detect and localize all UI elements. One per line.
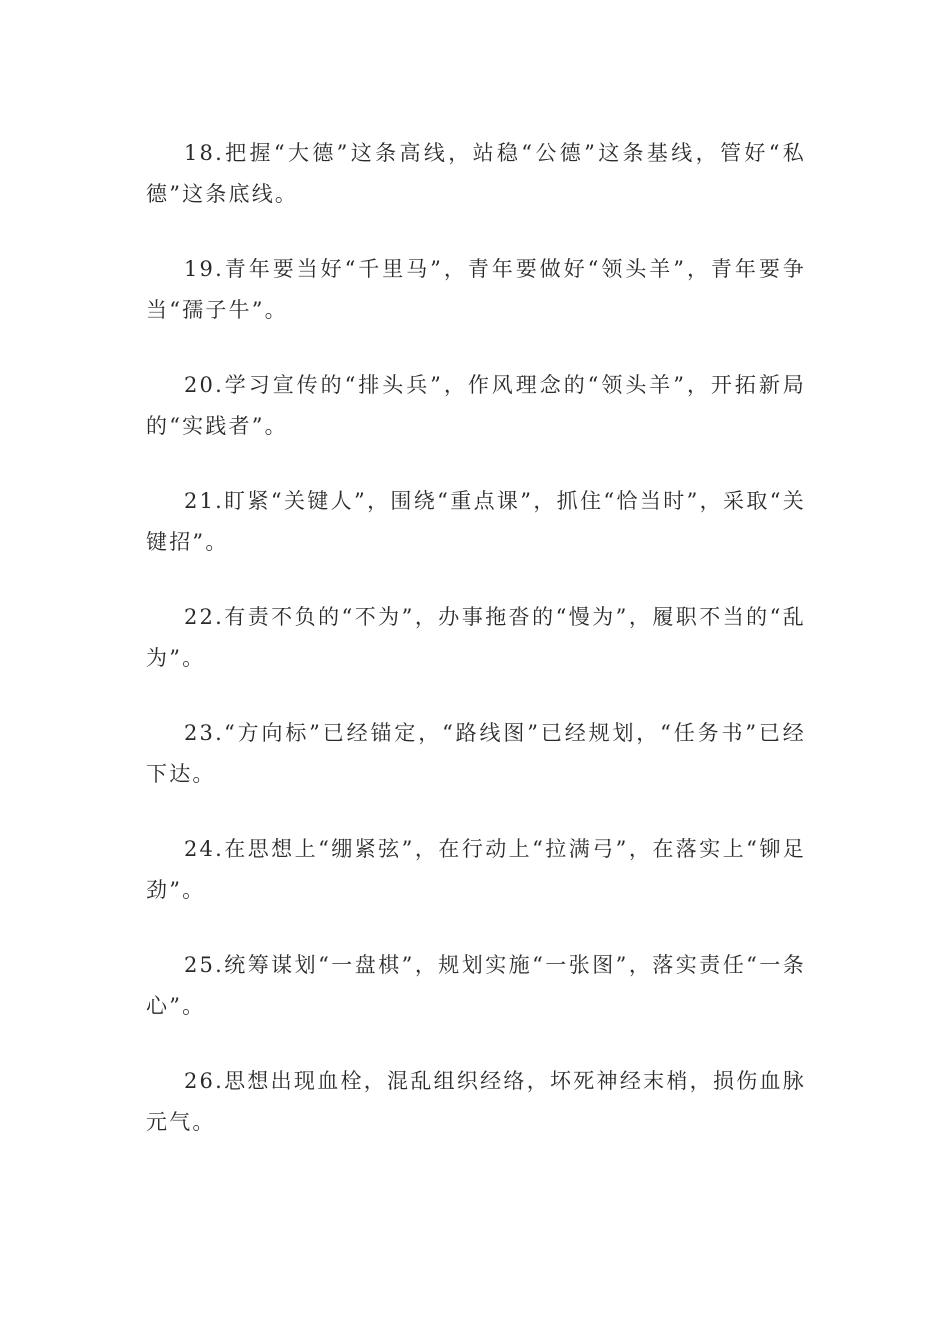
paragraph-20: 20.学习宣传的“排头兵”，作风理念的“领头羊”，开拓新局的“实践者”。 [146, 373, 806, 438]
paragraph-26: 26.思想出现血栓，混乱组织经络，坏死神经末梢，损伤血脉元气。 [146, 1069, 806, 1134]
paragraph-18: 18.把握“大德”这条高线，站稳“公德”这条基线，管好“私德”这条底线。 [146, 141, 806, 206]
paragraph-24: 24.在思想上“绷紧弦”，在行动上“拉满弓”，在落实上“铆足劲”。 [146, 837, 806, 902]
paragraph-19: 19.青年要当好“千里马”，青年要做好“领头羊”，青年要争当“孺子牛”。 [146, 257, 806, 322]
paragraph-21: 21.盯紧“关键人”，围绕“重点课”，抓住“恰当时”，采取“关键招”。 [146, 489, 806, 554]
paragraph-23: 23.“方向标”已经锚定，“路线图”已经规划，“任务书”已经下达。 [146, 721, 806, 786]
document-body [146, 133, 806, 1177]
paragraph-25: 25.统筹谋划“一盘棋”，规划实施“一张图”，落实责任“一条心”。 [146, 953, 806, 1018]
paragraph-22: 22.有责不负的“不为”，办事拖沓的“慢为”，履职不当的“乱为”。 [146, 605, 806, 670]
